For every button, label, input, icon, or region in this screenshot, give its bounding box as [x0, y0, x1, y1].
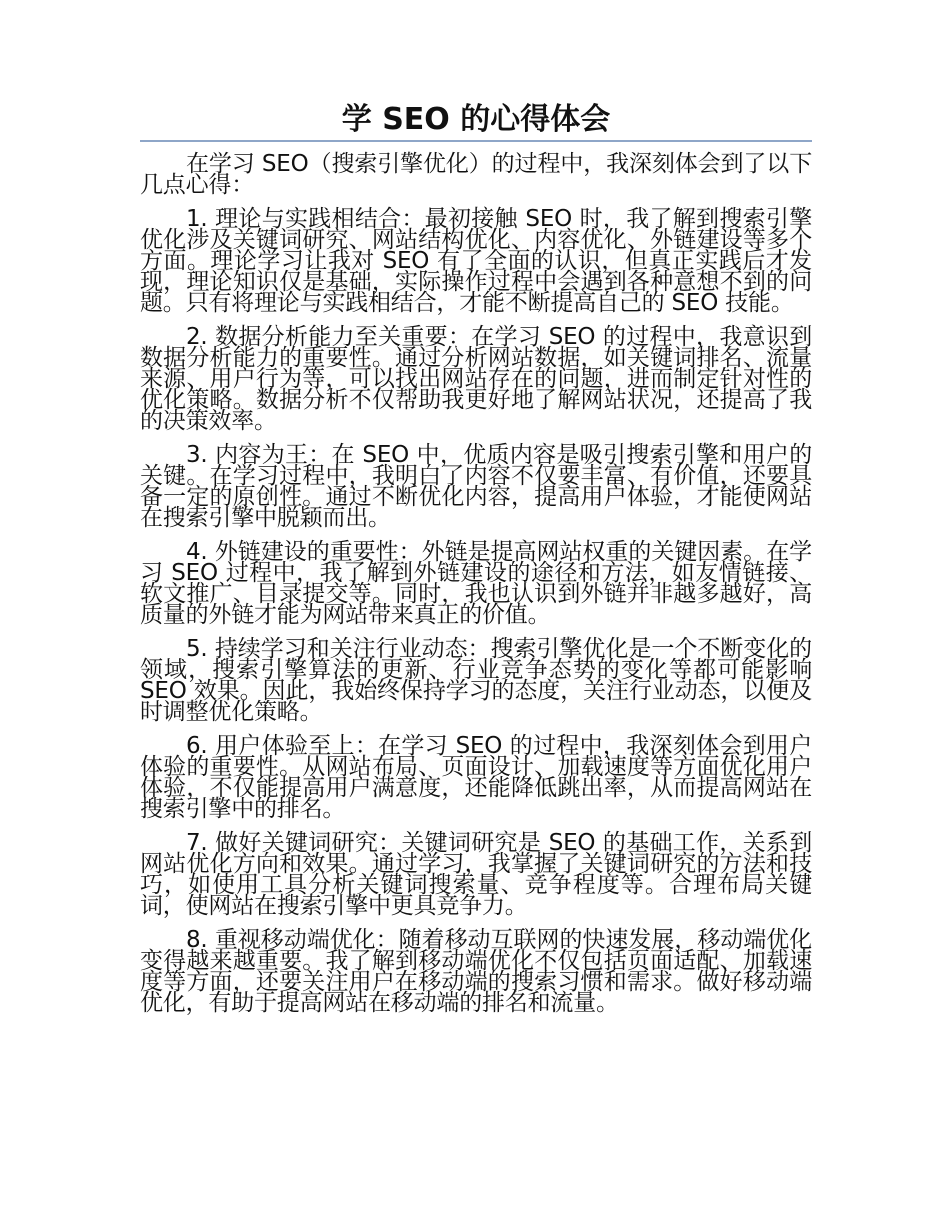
paragraph-8: 8. 重视移动端优化：随着移动互联网的快速发展，移动端优化变得越来越重要。我了解到移动端优化不仅包括页面适配、加载速度等方面，还要关注用户在移动端的搜索习惯和需求。做好移动端优化，有助于提高网站在移动端的排名和流量。 — [140, 927, 812, 1016]
paragraph-7: 7. 做好关键词研究：关键词研究是 SEO 的基础工作，关系到网站优化方向和效果。通过学习，我掌握了关键词研究的方法和技巧，如使用工具分析关键词搜索量、竞争程度等。合理布局关键词，使网站在搜索引擎中更具竞争力。 — [140, 830, 812, 919]
paragraph-4: 4. 外链建设的重要性：外链是提高网站权重的关键因素。在学习 SEO 过程中，我了解到外链建设的途径和方法，如友情链接、软文推广、目录提交等。同时，我也认识到外链并非越多越好，高质量的外链才能为网站带来真正的价值。 — [140, 539, 812, 628]
paragraph-3: 3. 内容为王：在 SEO 中，优质内容是吸引搜索引擎和用户的关键。在学习过程中，我明白了内容不仅要丰富、有价值，还要具备一定的原创性。通过不断优化内容，提高用户体验，才能使网站在搜索引擎中脱颖而出。 — [140, 442, 812, 531]
intro-paragraph: 在学习 SEO（搜索引擎优化）的过程中，我深刻体会到了以下几点心得： — [140, 151, 812, 198]
paragraph-1: 1. 理论与实践相结合：最初接触 SEO 时，我了解到搜索引擎优化涉及关键词研究、网站结构优化、内容优化、外链建设等多个方面。理论学习让我对 SEO 有了全面的认识，但真正实践后才发现，理论知识仅是基础，实际操作过程中会遇到各种意想不到的问题。只有将理论与实践相结合，才能不断提高自己的 SEO 技能。 — [140, 206, 812, 316]
paragraph-6: 6. 用户体验至上：在学习 SEO 的过程中，我深刻体会到用户体验的重要性。从网站布局、页面设计、加载速度等方面优化用户体验，不仅能提高用户满意度，还能降低跳出率，从而提高网站在搜索引擎中的排名。 — [140, 733, 812, 822]
paragraph-5: 5. 持续学习和关注行业动态：搜索引擎优化是一个不断变化的领域，搜索引擎算法的更新、行业竞争态势的变化等都可能影响 SEO 效果。因此，我始终保持学习的态度，关注行业动态，以便及时调整优化策略。 — [140, 636, 812, 725]
title-underline — [140, 140, 812, 142]
document-title: 学 SEO 的心得体会 — [341, 102, 611, 137]
paragraph-2: 2. 数据分析能力至关重要：在学习 SEO 的过程中，我意识到数据分析能力的重要性。通过分析网站数据，如关键词排名、流量来源、用户行为等，可以找出网站存在的问题，进而制定针对性的优化策略。数据分析不仅帮助我更好地了解网站状况，还提高了我的决策效率。 — [140, 324, 812, 434]
document-page — [140, 100, 812, 1027]
